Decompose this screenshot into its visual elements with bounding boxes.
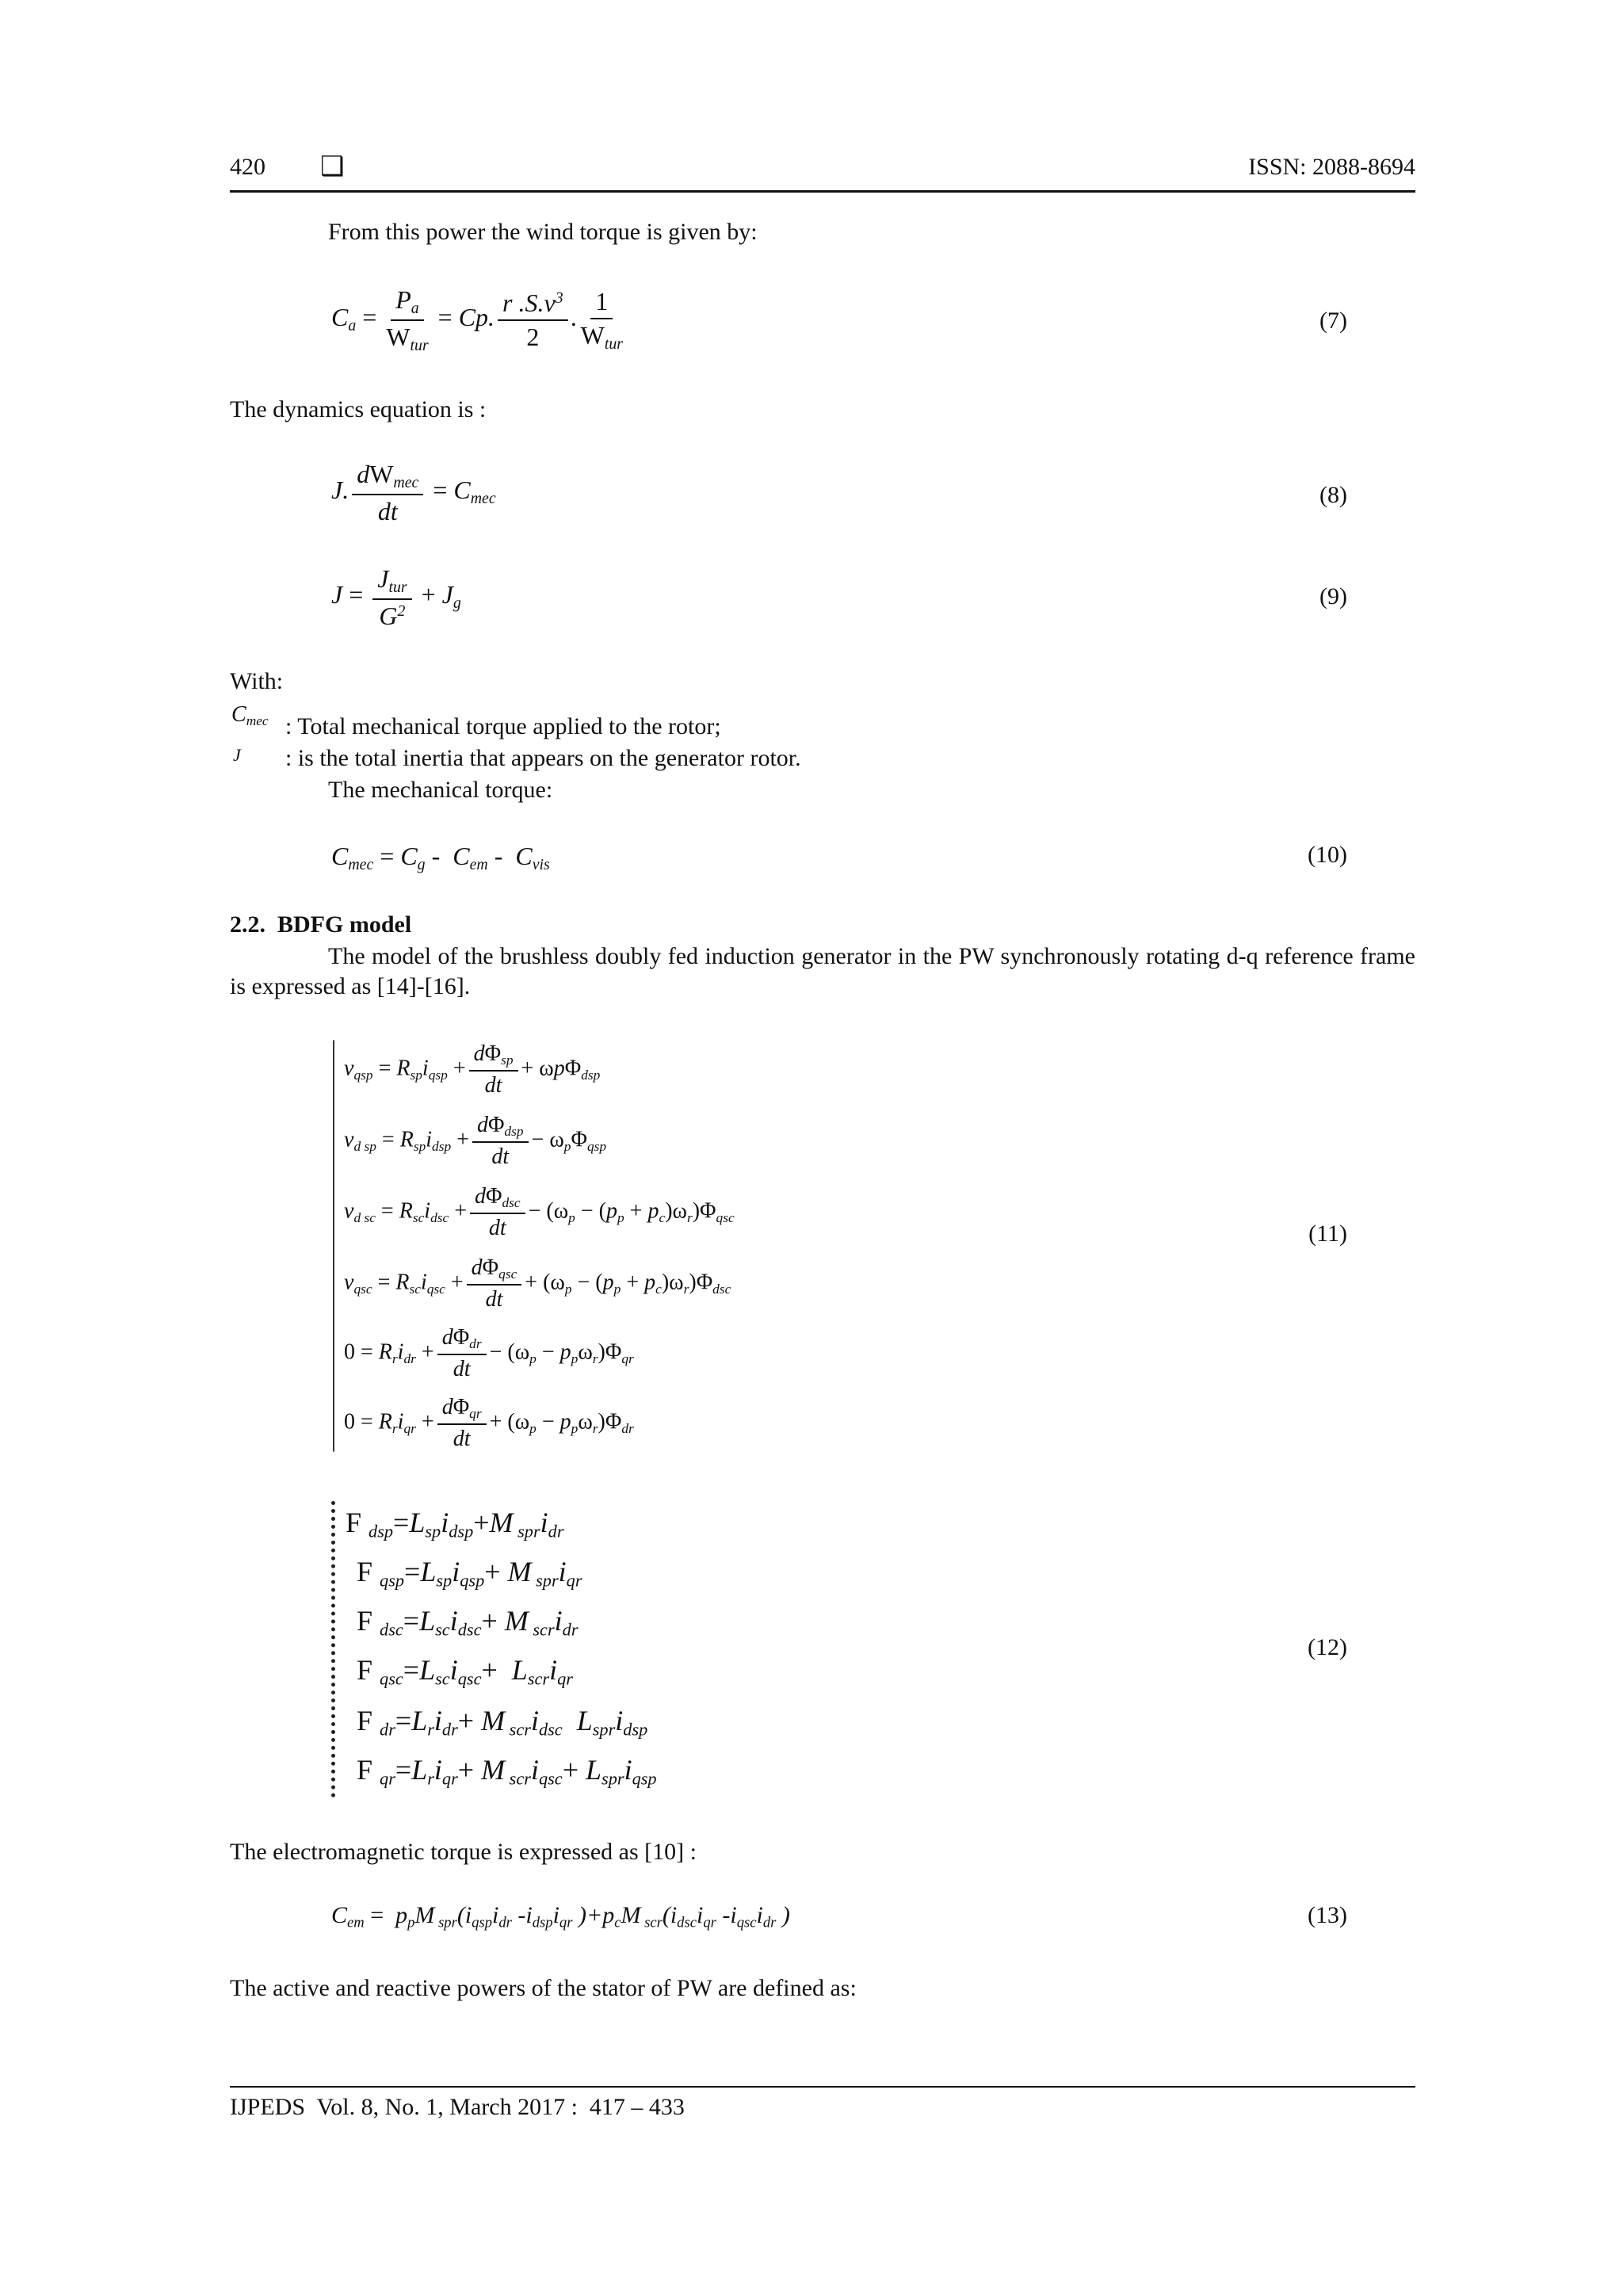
wind-torque-intro: From this power the wind torque is given by: xyxy=(328,219,758,245)
with-label: With: xyxy=(230,668,284,694)
equation-12-brace xyxy=(331,1501,343,1797)
equation-8: J. $\frac{dW_{mec}}{dt}$ = $C_{mec}$ xyxy=(331,460,496,525)
definition-j: : is the total inertia that appears on the generator rotor. xyxy=(285,745,801,771)
equation-11-brace xyxy=(333,1040,334,1452)
mechanical-torque-intro: The mechanical torque: xyxy=(328,777,553,803)
symbol-cmec: $C_{mec}$ xyxy=(231,702,269,729)
equation-11-row-vdsp: $v_{d sp} = R_{sp}i_{dsp}$ + $\frac{d\Phi_{dsp}}{dt}$ − $\omega_p\Phi_{qsp}$ xyxy=(344,1113,607,1170)
section-number: 2.2. xyxy=(230,911,265,938)
equation-12-row-qsp: F $_{qsp}=L_{sp}i_{qsp}+ M$ $_{spr}i_{qr}$ xyxy=(357,1556,582,1591)
dynamics-intro: The dynamics equation is : xyxy=(230,396,487,422)
equation-11-row-vqsp: $v_{qsp} = R_{sp}i_{qsp}$ + $\frac{d\Phi_{sp}}{dt}$ + ωpΦ$_{dsp}$ xyxy=(344,1041,601,1098)
equation-12-row-dsp: F $_{dsp}=L_{sp}i_{dsp}+M$ $_{spr}i_{dr}$ xyxy=(346,1507,564,1541)
equation-11-row-dr: $0 = R_ri_{dr}$ + $\frac{d\Phi_{dr}}{dt}$ − $(\omega_p - p_p\omega_r)\Phi_{qr}$ xyxy=(344,1325,634,1382)
equation-10: $C_{mec} = C_g - C_{em} - C_{vis}$ xyxy=(331,842,550,873)
section-title: BDFG model xyxy=(277,911,412,938)
equation-8-number: (8) xyxy=(1319,482,1347,508)
equation-11-row-vdsc: $v_{d sc} = R_{sc}i_{dsc}$ + $\frac{d\Phi_{dsc}}{dt}$ − $(\omega_p - (p_p + p_c)\omega_r)\Phi_{qsc}$ xyxy=(344,1184,735,1241)
equation-9-number: (9) xyxy=(1319,583,1347,609)
equation-12-row-qr: F $_{qr}=L_ri_{qr}+ M$ $_{scr}i_{qsc}+ L_{spr}i_{qsp}$ xyxy=(357,1754,657,1789)
header-rule xyxy=(230,190,1415,193)
equation-7: $C_a$ = $\frac{P_a}{W_{tur}}$ = Cp. $\frac{r .S.v^3}{2}$ . $\frac{1}{W_{tur}}$ xyxy=(331,285,623,354)
equation-12-row-dsc: F $_{dsc}=L_{sc}i_{dsc}+ M$ $_{scr}i_{dr}$ xyxy=(357,1605,579,1640)
equation-7-number: (7) xyxy=(1319,308,1347,334)
equation-13: $C_{em} = p_pM$ $_{spr}(i_{qsp}i_{dr}$ $-i_{dsp}i_{qr}$ )$+p_cM$ $_{scr}(i_{dsc}i_{qr}$ $-i_{qsc}i_{dr}$ ) xyxy=(331,1902,790,1931)
footer-rule xyxy=(230,2086,1415,2088)
equation-11-row-vqsc: $v_{qsc} = R_{sc}i_{qsc}$ + $\frac{d\Phi_{qsc}}{dt}$ + $(\omega_p - (p_p + p_c)\omega_r)\Phi_{dsc}$ xyxy=(344,1255,731,1312)
journal-issn: ISSN: 2088-8694 xyxy=(1248,154,1415,180)
box-icon: ❑ xyxy=(320,152,345,181)
em-torque-intro: The electromagnetic torque is expressed as [10] : xyxy=(230,1839,697,1865)
equation-12-row-qsc: F $_{qsc}=L_{sc}i_{qsc}+ L_{scr}i_{qr}$ xyxy=(357,1654,573,1689)
symbol-j: J xyxy=(233,745,241,765)
equation-9: J = $\frac{J_{tur}}{G^2}$ + $J_g$ xyxy=(331,564,461,630)
section-heading xyxy=(230,911,411,938)
section-paragraph: The model of the brushless doubly fed induction generator in the PW synchronously rotating d-q reference frame is expressed as [14]-[16]. xyxy=(230,943,1415,999)
equation-10-number: (10) xyxy=(1308,842,1347,868)
footer-citation: IJPEDS Vol. 8, No. 1, March 2017 : 417 – 433 xyxy=(230,2094,685,2120)
equation-11-number: (11) xyxy=(1308,1221,1347,1247)
equation-12-number: (12) xyxy=(1308,1634,1347,1660)
page-number: 420 xyxy=(230,154,265,180)
definition-cmec: : Total mechanical torque applied to the rotor; xyxy=(285,713,721,739)
equation-11-row-qr: $0 = R_ri_{qr}$ + $\frac{d\Phi_{qr}}{dt}$ + $(\omega_p - p_p\omega_r)\Phi_{dr}$ xyxy=(344,1395,634,1452)
equation-13-number: (13) xyxy=(1308,1902,1347,1928)
equation-12-row-dr: F $_{dr}=L_ri_{dr}+ M$ $_{scr}i_{dsc}$ $L_{spr}i_{dsp}$ xyxy=(357,1705,648,1740)
powers-intro: The active and reactive powers of the stator of PW are defined as: xyxy=(230,1975,857,2001)
